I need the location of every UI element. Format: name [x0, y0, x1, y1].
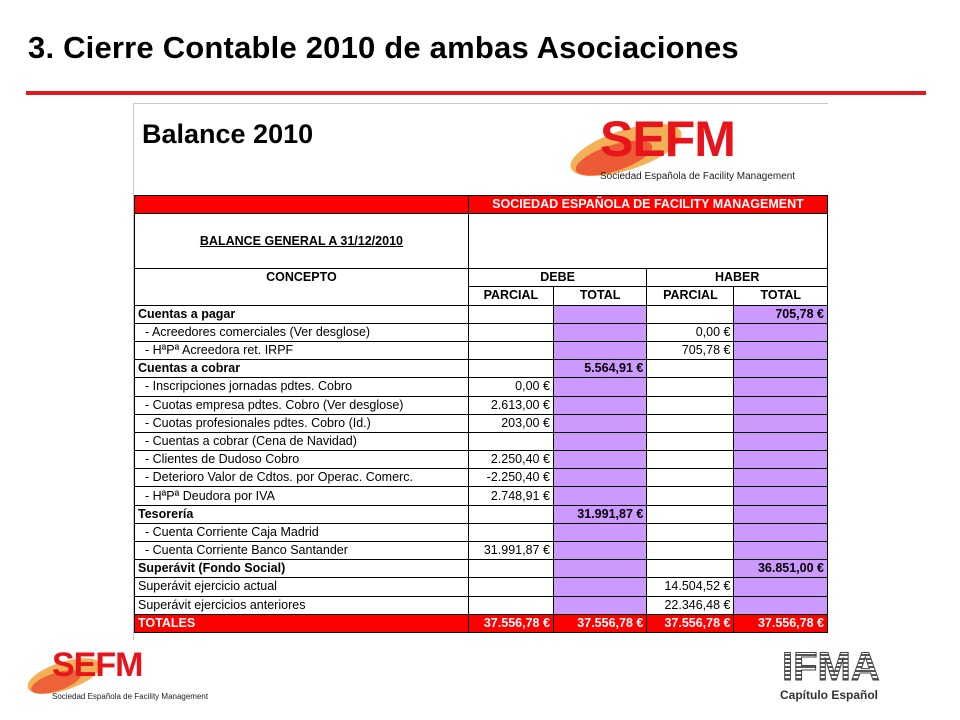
- debe-total-cell: [553, 469, 646, 487]
- haber-parcial-cell: [647, 469, 734, 487]
- table-row: [135, 523, 828, 541]
- table-row: [135, 305, 828, 323]
- ifma-logo-text: IFMA: [782, 646, 880, 686]
- totals-label: TOTALES: [135, 614, 469, 632]
- debe-parcial-cell: 0,00 €: [468, 378, 553, 396]
- debe-parcial-cell: [468, 341, 553, 359]
- haber-total-cell: 705,78 €: [734, 305, 828, 323]
- totals-debe-total: 37.556,78 €: [553, 614, 646, 632]
- concept-cell: - HªPª Acreedora ret. IRPF: [135, 341, 469, 359]
- debe-parcial-cell: [468, 523, 553, 541]
- haber-parcial-cell: [647, 505, 734, 523]
- debe-total-cell: [553, 432, 646, 450]
- debe-parcial-cell: 203,00 €: [468, 414, 553, 432]
- debe-total-cell: [553, 542, 646, 560]
- totals-haber-parcial: 37.556,78 €: [647, 614, 734, 632]
- debe-parcial-cell: [468, 505, 553, 523]
- debe-parcial-cell: 2.613,00 €: [468, 396, 553, 414]
- haber-parcial-cell: [647, 414, 734, 432]
- debe-parcial-cell: -2.250,40 €: [468, 469, 553, 487]
- debe-total-cell: [553, 414, 646, 432]
- debe-total-cell: [553, 596, 646, 614]
- debe-parcial-cell: [468, 578, 553, 596]
- haber-parcial-cell: [647, 451, 734, 469]
- table-row: [135, 505, 828, 523]
- haber-parcial-cell: 705,78 €: [647, 341, 734, 359]
- title-divider: [26, 91, 926, 95]
- debe-total-cell: [553, 560, 646, 578]
- debe-total-cell: [553, 305, 646, 323]
- table-row: [135, 487, 828, 505]
- ifma-subtitle: Capítulo Español: [780, 688, 879, 702]
- haber-total-cell: [734, 360, 828, 378]
- haber-parcial-cell: [647, 396, 734, 414]
- sefm-footer-subtitle: Sociedad Española de Facility Management: [52, 692, 209, 701]
- concept-cell: - Cuotas profesionales pdtes. Cobro (Id.): [135, 414, 469, 432]
- haber-parcial-cell: [647, 560, 734, 578]
- debe-total-cell: [553, 341, 646, 359]
- debe-total-cell: [553, 396, 646, 414]
- table-row: [135, 542, 828, 560]
- debe-total-cell: [553, 378, 646, 396]
- debe-total-cell: [553, 451, 646, 469]
- totals-row: [135, 614, 828, 632]
- debe-total-cell: [553, 323, 646, 341]
- sheet-title: Balance 2010: [142, 119, 314, 149]
- table-row: [135, 596, 828, 614]
- table-row: [135, 323, 828, 341]
- haber-total-cell: [734, 487, 828, 505]
- concept-cell: Superávit ejercicio actual: [135, 578, 469, 596]
- debe-parcial-cell: [468, 323, 553, 341]
- debe-parcial-header: PARCIAL: [468, 287, 553, 305]
- debe-parcial-cell: [468, 596, 553, 614]
- debe-header: DEBE: [468, 269, 646, 287]
- concept-cell: Tesorería: [135, 505, 469, 523]
- concept-cell: Superávit (Fondo Social): [135, 560, 469, 578]
- table-row: [135, 578, 828, 596]
- haber-parcial-cell: [647, 360, 734, 378]
- haber-parcial-cell: [647, 487, 734, 505]
- ifma-logo-icon: [780, 646, 930, 686]
- debe-total-cell: [553, 523, 646, 541]
- debe-total-cell: [553, 578, 646, 596]
- haber-total-cell: [734, 596, 828, 614]
- haber-total-cell: [734, 396, 828, 414]
- concept-cell: - Clientes de Dudoso Cobro: [135, 451, 469, 469]
- haber-total-cell: [734, 505, 828, 523]
- table-row: [135, 360, 828, 378]
- balance-table: [134, 195, 828, 633]
- haber-total-cell: [734, 341, 828, 359]
- haber-total-header: TOTAL: [734, 287, 828, 305]
- haber-total-cell: [734, 378, 828, 396]
- balance-general-title: BALANCE GENERAL A 31/12/2010: [135, 214, 469, 269]
- concept-cell: - HªPª Deudora por IVA: [135, 487, 469, 505]
- debe-parcial-cell: 31.991,87 €: [468, 542, 553, 560]
- table-row: [135, 396, 828, 414]
- haber-total-cell: [734, 432, 828, 450]
- haber-parcial-cell: [647, 378, 734, 396]
- haber-parcial-cell: [647, 523, 734, 541]
- haber-parcial-cell: [647, 432, 734, 450]
- haber-total-cell: [734, 451, 828, 469]
- slide-title: 3. Cierre Contable 2010 de ambas Asociaciones: [28, 30, 739, 65]
- table-row: [135, 469, 828, 487]
- totals-haber-total: 37.556,78 €: [734, 614, 828, 632]
- sefm-logo-text: SEFM: [600, 111, 735, 167]
- haber-parcial-cell: 14.504,52 €: [647, 578, 734, 596]
- debe-total-cell: 5.564,91 €: [553, 360, 646, 378]
- table-row: [135, 451, 828, 469]
- haber-parcial-cell: [647, 542, 734, 560]
- haber-total-cell: [734, 578, 828, 596]
- haber-parcial-header: PARCIAL: [647, 287, 734, 305]
- table-row: [135, 560, 828, 578]
- table-row: [135, 341, 828, 359]
- concept-cell: - Deterioro Valor de Cdtos. por Operac. Comerc.: [135, 469, 469, 487]
- concepto-header: CONCEPTO: [135, 269, 469, 305]
- concept-cell: - Cuenta Corriente Banco Santander: [135, 542, 469, 560]
- sefm-logo-subtitle: Sociedad Española de Facility Management: [600, 171, 796, 182]
- concept-cell: - Acreedores comerciales (Ver desglose): [135, 323, 469, 341]
- debe-total-header: TOTAL: [553, 287, 646, 305]
- debe-parcial-cell: [468, 560, 553, 578]
- concept-cell: - Cuenta Corriente Caja Madrid: [135, 523, 469, 541]
- org-header: SOCIEDAD ESPAÑOLA DE FACILITY MANAGEMENT: [468, 196, 827, 214]
- debe-parcial-cell: [468, 360, 553, 378]
- haber-total-cell: [734, 469, 828, 487]
- haber-header: HABER: [647, 269, 828, 287]
- haber-total-cell: [734, 523, 828, 541]
- table-row: [135, 432, 828, 450]
- concept-cell: - Cuentas a cobrar (Cena de Navidad): [135, 432, 469, 450]
- debe-parcial-cell: [468, 432, 553, 450]
- balance-sheet: [133, 103, 828, 640]
- haber-parcial-cell: 0,00 €: [647, 323, 734, 341]
- debe-parcial-cell: 2.748,91 €: [468, 487, 553, 505]
- totals-debe-parcial: 37.556,78 €: [468, 614, 553, 632]
- table-row: [135, 378, 828, 396]
- concept-cell: - Inscripciones jornadas pdtes. Cobro: [135, 378, 469, 396]
- haber-total-cell: 36.851,00 €: [734, 560, 828, 578]
- debe-total-cell: 31.991,87 €: [553, 505, 646, 523]
- concept-cell: - Cuotas empresa pdtes. Cobro (Ver desglose): [135, 396, 469, 414]
- debe-parcial-cell: 2.250,40 €: [468, 451, 553, 469]
- concept-cell: Cuentas a pagar: [135, 305, 469, 323]
- table-row: [135, 414, 828, 432]
- haber-parcial-cell: 22.346,48 €: [647, 596, 734, 614]
- concept-cell: Superávit ejercicios anteriores: [135, 596, 469, 614]
- debe-total-cell: [553, 487, 646, 505]
- haber-total-cell: [734, 542, 828, 560]
- concept-cell: Cuentas a cobrar: [135, 360, 469, 378]
- haber-total-cell: [734, 323, 828, 341]
- debe-parcial-cell: [468, 305, 553, 323]
- haber-total-cell: [734, 414, 828, 432]
- haber-parcial-cell: [647, 305, 734, 323]
- sefm-footer-text: SEFM: [52, 646, 143, 684]
